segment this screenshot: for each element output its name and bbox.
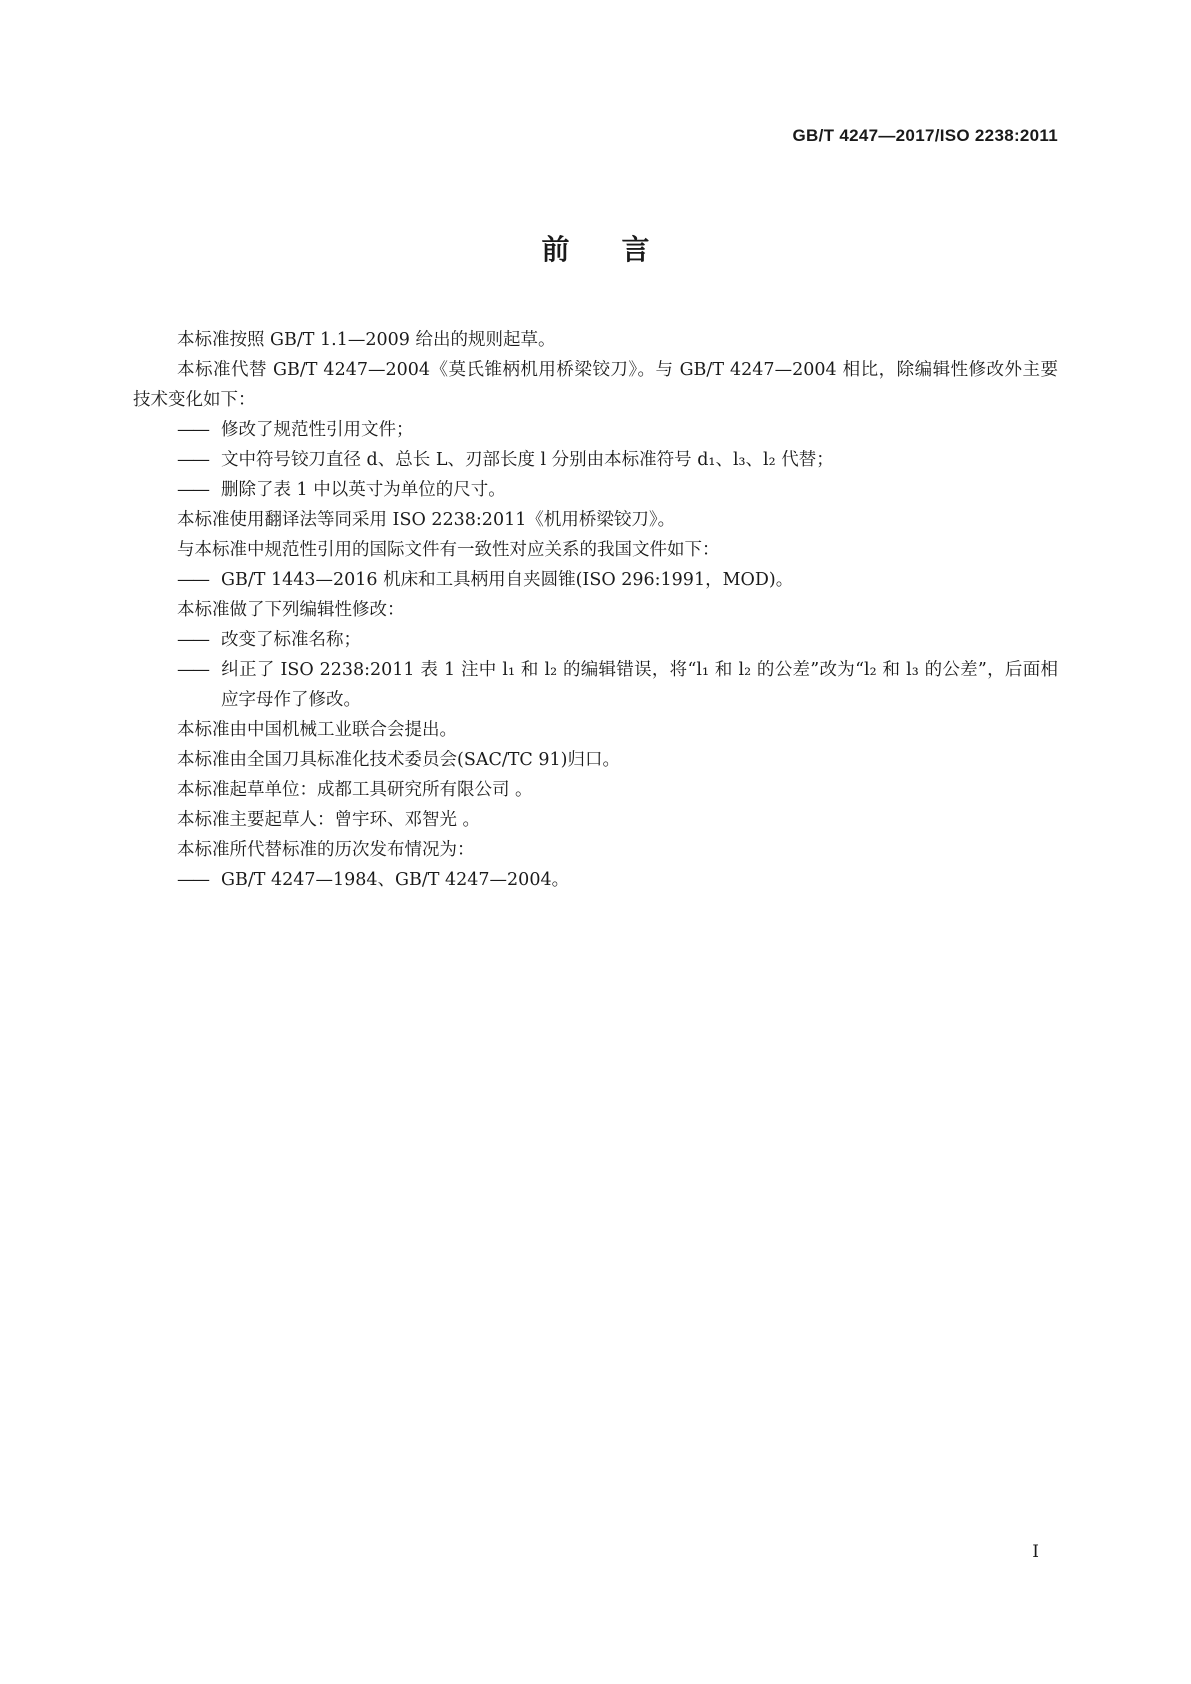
paragraph-translation: 本标准使用翻译法等同采用 ISO 2238:2011《机用桥梁铰刀》。: [177, 510, 676, 530]
paragraph-drafters: 本标准主要起草人：曾宇环、邓智光 。: [177, 810, 481, 830]
paragraph-drafting-rules: 本标准按照 GB/T 1.1—2009 给出的规则起草。: [177, 330, 556, 350]
list-item: [133, 415, 1058, 445]
list-dash: ——: [177, 480, 208, 500]
list-item-text: 文中符号铰刀直径 d、总长 L、刃部长度 l 分别由本标准符号 d₁、l₃、l₂ 代替；: [221, 450, 834, 470]
list-dash: ——: [177, 870, 208, 890]
page-number: I: [1032, 1542, 1039, 1562]
list-item-text: 删除了表 1 中以英寸为单位的尺寸。: [221, 480, 506, 500]
paragraph-proposer: 本标准由中国机械工业联合会提出。: [177, 720, 457, 740]
list-item: [133, 655, 1058, 715]
list-item: [133, 475, 1058, 505]
list-dash: ——: [177, 420, 208, 440]
list-item: [133, 445, 1058, 475]
standard-code-header: GB/T 4247—2017/ISO 2238:2011: [792, 126, 1058, 145]
paragraph-committee: 本标准由全国刀具标准化技术委员会(SAC/TC 91)归口。: [177, 750, 620, 770]
paragraph-drafting-unit: 本标准起草单位：成都工具研究所有限公司 。: [177, 780, 533, 800]
list-dash: ——: [177, 660, 208, 680]
list-item-text: 改变了标准名称；: [221, 630, 361, 650]
list-item: [133, 565, 1058, 595]
list-item-text: 修改了规范性引用文件；: [221, 420, 414, 440]
page-title: 前言: [541, 233, 702, 266]
list-item: [133, 865, 1058, 895]
list-item-text: GB/T 4247—1984、GB/T 4247—2004。: [221, 870, 570, 890]
list-item: [133, 625, 1058, 655]
list-dash: ——: [177, 450, 208, 470]
paragraph-editorial-changes: 本标准做了下列编辑性修改：: [177, 600, 405, 620]
list-item-text: 纠正了 ISO 2238:2011 表 1 注中 l₁ 和 l₂ 的编辑错误，将“l₁ 和 l₂ 的公差”改为“l₂ 和 l₃ 的公差”，后面相应字母作了修改。: [221, 660, 1058, 710]
paragraph-correspondence: 与本标准中规范性引用的国际文件有一致性对应关系的我国文件如下：: [177, 540, 720, 560]
paragraph-history: 本标准所代替标准的历次发布情况为：: [177, 840, 475, 860]
list-dash: ——: [177, 570, 208, 590]
paragraph-replacement: 本标准代替 GB/T 4247—2004《莫氏锥柄机用桥梁铰刀》。与 GB/T 4247—2004 相比，除编辑性修改外主要技术变化如下：: [133, 360, 1058, 410]
list-dash: ——: [177, 630, 208, 650]
foreword-body: [133, 325, 1058, 895]
list-item-text: GB/T 1443—2016 机床和工具柄用自夹圆锥(ISO 296:1991，MOD)。: [221, 570, 794, 590]
